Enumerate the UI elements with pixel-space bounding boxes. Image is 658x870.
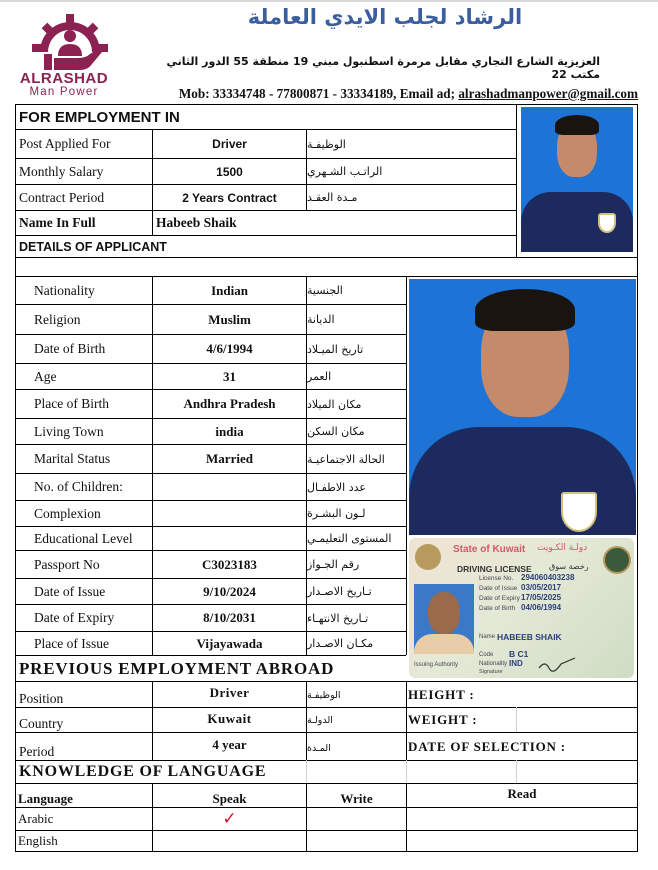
gear-hand-icon — [22, 12, 118, 74]
applicant-photo-large — [409, 279, 636, 535]
field-label-arabic: الوظيفـة — [307, 137, 346, 151]
education-value — [153, 527, 306, 550]
english-read-cell[interactable] — [407, 831, 637, 851]
license-state: State of Kuwait — [453, 544, 526, 555]
field-label: No. of Children: — [34, 479, 123, 494]
applicant-photo-small — [521, 107, 633, 252]
contract-period-value: 2 Years Contract — [182, 190, 277, 205]
grid-line — [516, 104, 517, 257]
license-photo — [414, 584, 474, 654]
grid-line — [15, 257, 638, 258]
previous-country-value: Kuwait — [207, 711, 252, 726]
driving-license-image — [409, 538, 634, 678]
field-label: Country — [19, 716, 64, 731]
logo-name: ALRASHAD — [19, 70, 109, 87]
email-link[interactable]: alrashadmanpower@gmail.com — [458, 86, 638, 101]
field-label-arabic: المـدة — [307, 742, 331, 754]
license-state-arabic: دولـة الكـويت — [537, 543, 588, 553]
field-label-arabic: مكان السكن — [307, 425, 365, 438]
marital-status-value: Married — [206, 451, 253, 466]
living-town-value: india — [215, 423, 244, 439]
field-label: Age — [34, 368, 57, 384]
religion-value: Muslim — [208, 311, 251, 327]
license-birth-date: 04/06/1994 — [521, 603, 562, 612]
field-label-arabic: العمر — [307, 370, 332, 383]
license-code: B C1 — [509, 649, 529, 659]
field-label: Monthly Salary — [19, 163, 104, 179]
grid-line — [516, 707, 517, 732]
field-label-arabic: مكان الميلاد — [307, 397, 362, 411]
field-label-arabic: المستوى التعليمـي — [307, 532, 392, 545]
arabic-read-cell[interactable] — [407, 808, 637, 830]
arabic-write-cell[interactable] — [307, 808, 406, 830]
language-name: English — [18, 833, 58, 848]
license-code-label: Code — [479, 652, 494, 658]
license-field-label: Date of Birth — [479, 605, 516, 612]
monthly-salary-value: 1500 — [216, 164, 243, 179]
field-label: Place of Issue — [34, 635, 109, 651]
field-label-arabic: الوظيفـة — [307, 690, 341, 701]
arabic-address: العزيزية الشارع التجاري مقابل مرمرة اسطنبول مبني 19 منطقة 55 الدور الثاني مكتب 22 — [166, 55, 600, 81]
section-title-applicant: DETAILS OF APPLICANT — [19, 239, 167, 254]
signature-icon — [537, 656, 577, 672]
field-label-arabic: الديانة — [307, 313, 335, 326]
english-write-cell[interactable] — [307, 831, 406, 851]
place-of-issue-value: Vijayawada — [196, 635, 263, 651]
previous-period-value: 4 year — [212, 737, 247, 752]
passport-no-value: C3023183 — [202, 556, 257, 572]
license-nationality-label: Nationality — [479, 661, 508, 667]
field-label: Religion — [34, 311, 81, 327]
field-label-arabic: تـاريخ الاصـدار — [307, 585, 372, 598]
nationality-value: Indian — [211, 282, 248, 298]
field-label: Passport No — [34, 556, 100, 572]
english-speak-cell[interactable] — [153, 831, 306, 851]
age-value: 31 — [223, 368, 236, 384]
face — [428, 592, 460, 634]
license-name-label: Name — [479, 634, 496, 640]
license-field-label: License No. — [479, 575, 514, 582]
date-of-expiry-value: 8/10/2031 — [203, 610, 256, 625]
field-label: Period — [19, 744, 55, 759]
post-applied-value: Driver — [212, 137, 247, 151]
contact-phones: Mob: 33334748 - 77800871 - 33334189, Email ad; — [178, 86, 459, 101]
place-of-birth-value: Andhra Pradesh — [183, 396, 276, 411]
license-issue-date: 03/05/2017 — [521, 583, 562, 592]
grid-line — [406, 760, 407, 783]
section-title-language: KNOWLEDGE OF LANGUAGE — [19, 763, 267, 780]
date-of-birth-value: 4/6/1994 — [206, 341, 253, 356]
field-label-arabic: مكـان الاصـدار — [307, 637, 374, 650]
shirt — [521, 192, 633, 252]
shirt-badge-icon — [598, 213, 616, 233]
top-border — [0, 0, 658, 2]
license-authority-label: Issuing Authority — [414, 662, 459, 668]
shirt — [409, 427, 636, 535]
field-label-arabic: لـون البشـرة — [307, 507, 366, 520]
field-label: Nationality — [34, 282, 95, 298]
traffic-dept-emblem-icon — [603, 546, 631, 574]
field-label-arabic: مـدة العقـد — [307, 191, 358, 204]
complexion-value — [153, 501, 306, 526]
height-label: HEIGHT : — [408, 686, 475, 702]
field-label: Date of Expiry — [34, 610, 115, 625]
previous-position-value: Driver — [209, 685, 250, 700]
field-label: Place of Birth — [34, 396, 109, 411]
shirt — [414, 634, 474, 654]
license-field-label: Date of Issue — [479, 585, 518, 592]
hair — [555, 115, 599, 135]
field-label-arabic: الجنسية — [307, 284, 343, 297]
section-title-previous-employment: PREVIOUS EMPLOYMENT ABROAD — [19, 658, 335, 678]
license-number: 294060403238 — [521, 573, 575, 582]
field-label-arabic: الراتـب الشـهري — [307, 165, 383, 178]
field-label: Date of Birth — [34, 341, 106, 356]
field-label-arabic: رقم الجـواز — [307, 558, 360, 571]
logo-subtitle: Man Power — [29, 86, 99, 98]
arabic-company-title: الرشاد لجلب الايدي العاملة — [247, 5, 523, 29]
field-label-arabic: الدولـة — [307, 715, 333, 726]
column-header-speak: Speak — [212, 791, 247, 806]
field-label-arabic: تاريخ الميـلاد — [307, 342, 364, 356]
field-label: Date of Issue — [34, 583, 106, 599]
grid-line — [516, 760, 517, 783]
license-expiry-date: 17/05/2025 — [521, 593, 562, 602]
field-label: Living Town — [34, 423, 104, 439]
field-label-arabic: عدد الاطفـال — [307, 480, 366, 494]
contact-line — [128, 86, 638, 102]
date-of-issue-value: 9/10/2024 — [203, 583, 256, 599]
date-of-selection-label: DATE OF SELECTION : — [408, 738, 566, 754]
column-header-read: Read — [507, 786, 537, 801]
hair — [475, 289, 575, 331]
arabic-speak-checkmark-icon[interactable]: ✓ — [222, 809, 237, 829]
shirt-badge-icon — [561, 492, 597, 532]
field-label: Position — [19, 691, 64, 706]
grid-line — [637, 104, 638, 852]
field-label: Complexion — [34, 505, 101, 521]
weight-label: WEIGHT : — [408, 712, 478, 727]
field-label: Contract Period — [19, 189, 105, 205]
license-title: DRIVING LICENSE — [457, 564, 532, 574]
field-label: Marital Status — [34, 451, 111, 466]
language-name: Arabic — [18, 811, 54, 826]
full-name-value: Habeeb Shaik — [156, 215, 237, 230]
name-label: Name In Full — [19, 215, 96, 230]
grid-line — [15, 851, 638, 852]
column-header-language: Language — [18, 791, 73, 806]
column-header-write: Write — [340, 791, 373, 806]
license-nationality: IND — [509, 659, 523, 668]
field-label-arabic: تـاريخ الانتهـاء — [307, 611, 369, 625]
license-signature-label: Signature — [479, 669, 503, 675]
license-holder-name: HABEEB SHAIK — [497, 632, 562, 642]
field-label: Educational Level — [34, 530, 133, 546]
children-value — [153, 474, 306, 500]
kuwait-emblem-icon — [415, 544, 441, 570]
field-label: Post Applied For — [19, 136, 111, 151]
field-label-arabic: الحالة الاجتماعيـة — [307, 452, 385, 466]
license-field-label: Date of Expiry — [479, 595, 520, 602]
grid-line — [15, 707, 638, 708]
license-title-arabic: رخصة سوق — [549, 562, 589, 571]
section-title-employment: FOR EMPLOYMENT IN — [19, 108, 180, 126]
